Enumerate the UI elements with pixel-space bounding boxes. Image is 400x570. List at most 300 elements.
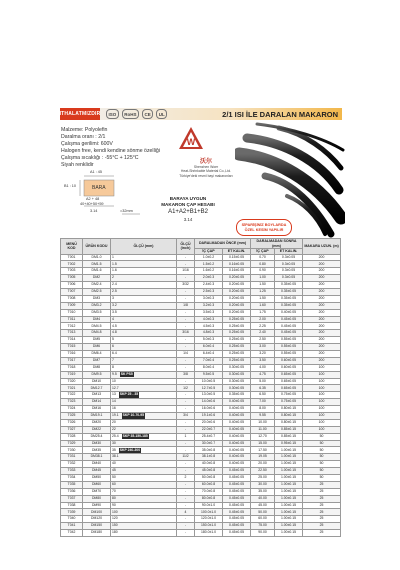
table-cell: 3.5±0.3 [195,309,223,316]
table-row [61,502,341,509]
table-row [61,516,341,523]
table-cell: - [177,392,195,399]
table-cell: 8.0±0.4 [195,364,223,371]
table-cell: T028 [61,433,83,440]
logo-dealer-note: Türkiye'deki resmî bayi makaronları [179,173,233,178]
table-cell: DM3 [83,295,111,302]
product-properties [61,127,181,169]
table-cell: 10 [111,378,177,385]
table-cell: 2.4±0.3 [195,282,223,289]
table-cell: 12.7±0.5 [195,385,223,392]
table-cell: 3/32 [177,282,195,289]
table-cell: - [177,309,195,316]
table-cell: 200 [303,350,341,357]
table-row [61,350,341,357]
table-cell: 0.85±0.15 [275,433,303,440]
table-cell: - [177,261,195,268]
table-cell: - [177,461,195,468]
table-cell: DM7 [83,357,111,364]
table-cell: - [177,288,195,295]
table-row [61,357,341,364]
table-cell: 0.3±0.05 [275,254,303,261]
table-row [61,440,341,447]
table-cell: 6.4 [111,350,177,357]
table-cell: 1/2 [177,385,195,392]
table-cell: DM13 [83,392,111,399]
table-cell: DM10 [83,378,111,385]
table-cell: 50 [303,468,341,475]
table-cell: 0.30±0.05 [223,378,251,385]
table-cell: DM50 [83,475,111,482]
table-cell: DM4 [83,316,111,323]
table-cell: DM80 [83,495,111,502]
logo-company-full: Heat-Shrinkable Material Co.,Ltd. [180,169,232,174]
table-cell: 80.0±0.8 [195,495,223,502]
table-cell: 17.50 [251,447,275,454]
table-cell: 0.20±0.05 [223,302,251,309]
table-cell: 1.00±0.15 [275,530,303,537]
table-cell: DM12.7 [83,385,111,392]
diameter-formula [146,196,230,222]
table-cell: 200 [303,295,341,302]
table-cell: 100 [303,426,341,433]
table-cell: 120.0±1.0 [195,516,223,523]
table-cell: 0.20±0.05 [223,282,251,289]
table-cell: 6.35 [251,385,275,392]
table-cell: 1.00±0.15 [275,523,303,530]
property-line: Siyah renklidir [61,162,94,168]
table-cell: 11.00 [251,426,275,433]
size-value: 19.1 [112,413,119,418]
table-cell: 25 [303,488,341,495]
table-cell: 180.0±1.0 [195,530,223,537]
table-cell: 120 [111,516,177,523]
table-cell: 100 [303,378,341,385]
table-cell: T003 [61,268,83,275]
table-cell: 14.0±0.6 [195,399,223,406]
table-cell: 100 [111,509,177,516]
table-cell: 40 [111,461,177,468]
table-cell: 50.00 [251,509,275,516]
table-cell: 0.45±0.05 [275,316,303,323]
table-cell: 0.80±0.15 [275,412,303,419]
table-row [61,481,341,488]
table-cell: - [177,364,195,371]
table-cell: DM2 [83,275,111,282]
table-cell: - [177,357,195,364]
table-cell: DM6 [83,344,111,351]
table-cell: DM150 [83,523,111,530]
table-cell: 1.00±0.15 [275,502,303,509]
table-cell: 75.00 [251,523,275,530]
table-cell: 150.0±1.0 [195,523,223,530]
table-cell: 25.00 [251,475,275,482]
svg-text:W: W [186,137,196,147]
table-cell: 5.0±0.3 [195,337,223,344]
property-line: Malzeme: Polyolefin [61,127,108,133]
spec-table-wrapper [60,238,340,537]
table-cell: 10.00 [251,419,275,426]
diagram-tube-label: BARA [92,185,106,191]
table-cell: 0.75±0.05 [275,399,303,406]
table-cell: 25 [303,502,341,509]
table-cell: 0.35±0.05 [275,295,303,302]
table-cell: DM38.1 [83,454,111,461]
table-cell: - [177,406,195,413]
table-cell: 0.45±0.05 [223,475,251,482]
table-cell: T023 [61,399,83,406]
table-cell: 20 [111,419,177,426]
table-cell: 0.80±0.15 [275,406,303,413]
table-cell: 200 [303,357,341,364]
table-cell: 3 [111,295,177,302]
table-cell: 8.00 [251,406,275,413]
table-cell: 1.25 [251,288,275,295]
table-cell: T025 [61,412,83,419]
header-olcu: ÖLÇÜ (mm) [111,239,177,255]
table-cell: T029 [61,440,83,447]
table-cell: 3.2 [111,302,177,309]
table-cell: 30.0±0.7 [195,440,223,447]
import-badge: ITHALATMIZDIR [60,108,100,120]
table-cell: DM9.5 [83,371,111,378]
table-cell: 0.3±0.05 [275,275,303,282]
table-row [61,433,341,440]
table-cell: - [177,516,195,523]
table-cell: T012 [61,323,83,330]
table-cell: 7.00 [251,399,275,406]
table-cell: 1.00±0.15 [275,468,303,475]
table-cell: 2.5 [111,288,177,295]
table-cell: 1.75 [251,309,275,316]
header-olcu-inch: ÖLÇÜ (inch) [177,239,195,255]
table-cell: - [177,447,195,454]
table-cell: T022 [61,392,83,399]
table-cell: 1.00±0.15 [275,461,303,468]
table-cell: 22.50 [251,468,275,475]
table-cell: 25 [303,509,341,516]
table-cell: 0.40±0.05 [223,461,251,468]
table-cell: 0.45±0.05 [223,495,251,502]
table-cell: 50 [303,475,341,482]
table-cell: DM180 [83,530,111,537]
property-line: Çalışma sıcaklığı : -55°C + 125°C [61,155,139,161]
table-cell: 8 [111,364,177,371]
formula-heading-2: MAKARON ÇAP HESABI [161,201,215,207]
table-cell: 0.25±0.05 [223,330,251,337]
woer-triangle-icon [178,126,204,150]
table-cell: T013 [61,330,83,337]
table-cell: 25.4±0.7 [195,433,223,440]
table-row [61,419,341,426]
table-cell: 100 [303,399,341,406]
spec-table-body [61,254,341,537]
table-cell: 0.40±0.05 [223,440,251,447]
table-row [61,447,341,454]
table-cell: 4.5±0.3 [195,323,223,330]
table-cell: 1.00±0.15 [275,481,303,488]
table-cell: 1.00±0.15 [275,509,303,516]
table-cell: 0.45±0.05 [275,323,303,330]
table-cell: 0.40±0.05 [223,406,251,413]
table-cell: T033 [61,468,83,475]
table-cell: DM4.8 [83,330,111,337]
table-cell: 15.00 [251,440,275,447]
table-cell: 0.30±0.05 [223,371,251,378]
table-cell: 1.00±0.15 [275,454,303,461]
table-cell: T041 [61,523,83,530]
table-cell: 0.40±0.05 [223,412,251,419]
table-cell: T009 [61,302,83,309]
table-row [61,316,341,323]
table-cell: DM8 [83,364,111,371]
table-row [61,392,341,399]
table-cell: 100.0±1.0 [195,509,223,516]
table-row [61,495,341,502]
table-cell: - [177,426,195,433]
table-row [61,385,341,392]
cert-ce-icon: CE [142,109,153,119]
table-cell: 0.40±0.05 [223,419,251,426]
table-cell: 1/8 [177,302,195,309]
table-cell: 200 [303,268,341,275]
table-row [61,282,341,289]
table-cell: 9.55 [251,412,275,419]
table-cell: 12.7 [111,385,177,392]
table-cell: 22 [111,426,177,433]
table-cell: 0.40±0.05 [223,447,251,454]
diagram-result: =32mm [120,209,133,213]
cable-lug-tag: SKP 240-300 [119,447,141,452]
logo-chinese-name: 沃尔 [199,159,212,165]
table-cell: DM20 [83,419,111,426]
table-cell: 0.45±0.05 [223,488,251,495]
table-cell: 2 [111,275,177,282]
table-cell: 50 [303,447,341,454]
table-cell: 60.00 [251,516,275,523]
table-cell: 70.0±0.8 [195,488,223,495]
table-cell: 1.50 [251,295,275,302]
table-cell: DM1.0 [83,254,111,261]
formula-divisor: 3.14 [183,217,193,223]
table-cell: 1 [111,254,177,261]
property-line: Halogen free, kendi kendine sönme özelliği [61,148,160,154]
table-cell: 16 [111,406,177,413]
table-cell: 0.35±0.05 [275,288,303,295]
table-cell: - [177,316,195,323]
table-cell: 0.95±0.15 [275,440,303,447]
table-cell: - [177,523,195,530]
table-cell: T039 [61,509,83,516]
table-cell: 1.60 [251,302,275,309]
table-cell: - [177,468,195,475]
table-cell: T001 [61,254,83,261]
table-cell: - [177,488,195,495]
table-cell: 3/4 [177,412,195,419]
table-cell: 180 [111,530,177,537]
table-cell: 9.5±0.5 [195,371,223,378]
cable-lug-tag: SKP 10-70-95 [122,413,145,418]
table-cell: 0.90 [251,268,275,275]
table-row [61,509,341,516]
table-cell: 0.45±0.05 [275,330,303,337]
table-cell: 45 [111,468,177,475]
table-cell: 40.0±0.8 [195,461,223,468]
table-cell: 1.6±0.2 [195,268,223,275]
table-cell: 1.0±0.2 [195,254,223,261]
table-cell: DM100 [83,509,111,516]
table-row [61,530,341,537]
table-cell: 0.80 [251,261,275,268]
cable-lug-tag: SK PS5 [120,371,133,376]
table-cell: 6.0±0.4 [195,344,223,351]
table-cell: - [177,530,195,537]
table-cell: 0.20±0.05 [223,275,251,282]
table-cell: 0.20±0.05 [223,309,251,316]
table-cell: 200 [303,261,341,268]
busbar-diagram [60,170,144,218]
table-cell: 0.30±0.05 [223,364,251,371]
table-cell: 0.40±0.05 [223,426,251,433]
table-cell: 1.00±0.15 [275,447,303,454]
table-row [61,523,341,530]
table-cell: 3.00 [251,344,275,351]
table-cell: 4 [177,509,195,516]
table-cell: 100 [303,406,341,413]
table-cell: 50 [303,440,341,447]
table-cell: T036 [61,488,83,495]
formula-equation: A1+A2+B1+B2 [168,209,208,216]
table-cell: 10.0±0.5 [195,378,223,385]
table-cell: T021 [61,385,83,392]
table-cell: 0.20±0.05 [223,288,251,295]
table-cell: 4.00 [251,364,275,371]
header-ic-cap: İÇ ÇAP [195,249,223,255]
table-cell: 12.70 [251,433,275,440]
table-cell: 16.0±0.6 [195,406,223,413]
table-cell: 200 [303,323,341,330]
table-cell: DM2.5 [83,288,111,295]
table-cell: 2.5±0.3 [195,288,223,295]
table-cell: - [177,337,195,344]
table-cell: T014 [61,337,83,344]
table-cell: 200 [303,316,341,323]
table-cell: 200 [303,344,341,351]
table-cell: 1.5±0.2 [195,261,223,268]
table-cell: T011 [61,316,83,323]
table-cell: 0.15±0.05 [223,254,251,261]
table-cell: T027 [61,426,83,433]
page-title: 2/1 ISI İLE DARALAN MAKARON [222,109,338,119]
cert-logos [106,109,167,119]
table-cell: 0.25±0.05 [223,316,251,323]
table-cell: 2.4 [111,282,177,289]
table-cell: 50 [303,433,341,440]
table-cell: 200 [303,302,341,309]
diagram-top-label: A1 : 45 [90,170,103,174]
table-cell: T035 [61,481,83,488]
table-cell: 1.00±0.15 [275,495,303,502]
table-cell: 4.8±0.3 [195,330,223,337]
header-daralmadan-sonra: DARALMADAN SONRA (mm) [251,239,303,249]
table-cell: 38.1±0.8 [195,454,223,461]
table-cell: T015 [61,344,83,351]
table-cell: 1.00±0.15 [275,516,303,523]
table-row [61,475,341,482]
table-cell: 4.75 [251,371,275,378]
table-cell: 90 [111,502,177,509]
table-cell: 0.25±0.05 [223,350,251,357]
cert-rohs-icon: RoHS [122,109,139,119]
table-cell: 2.50 [251,337,275,344]
table-row [61,344,341,351]
table-cell: T002 [61,261,83,268]
table-cell: DM25.4 [83,433,111,440]
table-cell: 40.00 [251,495,275,502]
table-row [61,426,341,433]
table-cell: 4.8 [111,330,177,337]
table-cell: 0.65±0.05 [275,385,303,392]
table-cell: 25 [303,481,341,488]
diagram-side-label: B1 : 10 [64,184,77,188]
table-cell: T032 [61,461,83,468]
property-line: Çalışma gerilimi: 600V [61,141,113,147]
table-cell: - [177,481,195,488]
table-row [61,323,341,330]
cert-iso-icon: ISO [106,109,119,119]
table-cell: 3.2±0.3 [195,302,223,309]
header-makara: MAKARA UZUN. (m) [303,239,341,255]
header-bar [60,108,342,120]
table-cell: T008 [61,295,83,302]
table-cell: - [177,378,195,385]
table-cell: 3.5 [111,309,177,316]
table-cell: DM1.5 [83,261,111,268]
table-cell: 2.0±0.3 [195,275,223,282]
table-cell: 80 [111,495,177,502]
custom-cut-line-1: SİPARİŞİNİZ BOYLARDA [241,222,287,227]
table-cell: 25 [303,516,341,523]
cable-lug-tag: SKP 25 - 35 [119,392,139,397]
table-cell: 0.45±0.05 [223,481,251,488]
table-cell: DM90 [83,502,111,509]
table-cell: DM3.5 [83,309,111,316]
table-cell: DM4.5 [83,323,111,330]
table-cell: 0.45±0.05 [223,523,251,530]
header-et-kalinligi-2: ET KALIN. [275,249,303,255]
table-cell: T006 [61,282,83,289]
table-cell: 100 [303,364,341,371]
table-cell: 5 [111,337,177,344]
table-cell: 0.40±0.05 [223,454,251,461]
table-cell: 11/2 [177,454,195,461]
table-cell: 0.60±0.05 [275,364,303,371]
table-cell: - [177,323,195,330]
table-cell: 200 [303,288,341,295]
table-cell: 13.0±0.5 [195,392,223,399]
table-cell: 50 [303,454,341,461]
table-cell: 25 [303,530,341,537]
table-cell: - [177,502,195,509]
table-cell: 0.16±0.05 [223,261,251,268]
table-cell: 0.35±0.05 [275,302,303,309]
table-cell: 4.5 [111,323,177,330]
size-value: 35 [112,447,116,452]
table-cell: DM70 [83,488,111,495]
formula-heading: BARAYA UYGUN [169,196,207,201]
table-cell: 2 [177,475,195,482]
table-cell: T031 [61,454,83,461]
